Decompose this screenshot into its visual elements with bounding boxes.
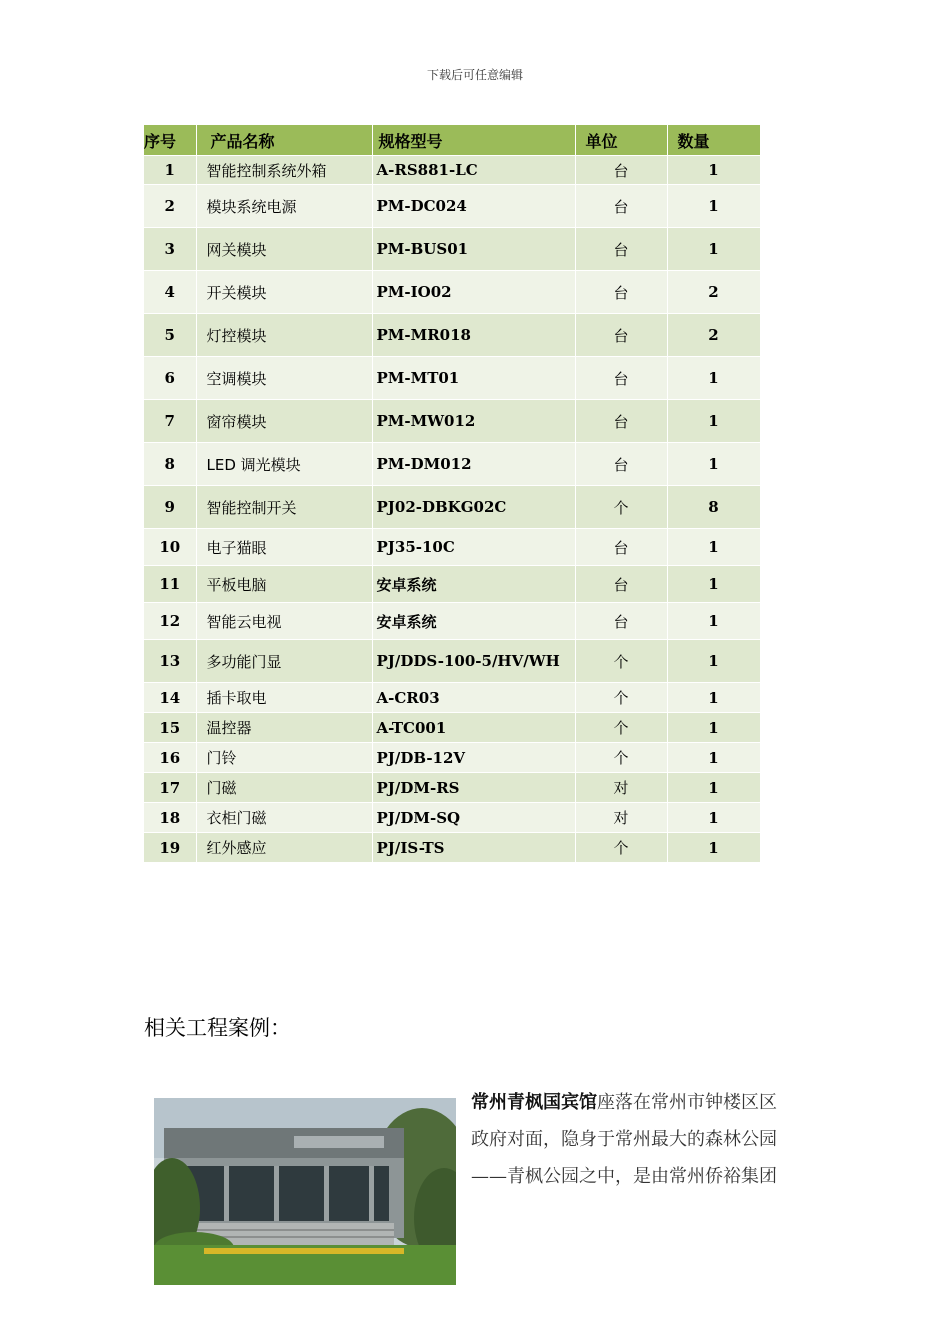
cell-name: 插卡取电 — [196, 683, 372, 713]
cell-model: PJ02-DBKG02C — [372, 486, 575, 529]
cell-qty: 1 — [667, 357, 760, 400]
cell-model: PM-MW012 — [372, 400, 575, 443]
case-line-3: ——青枫公园之中，是由常州侨裕集团 — [471, 1166, 777, 1187]
table-row — [144, 713, 760, 743]
cell-no: 9 — [144, 486, 196, 529]
cell-unit: 台 — [575, 185, 667, 228]
cell-no: 8 — [144, 443, 196, 486]
table-row — [144, 156, 760, 185]
cell-unit: 台 — [575, 314, 667, 357]
table-row — [144, 803, 760, 833]
cell-unit: 个 — [575, 713, 667, 743]
cell-name: 门铃 — [196, 743, 372, 773]
cell-model: PM-DC024 — [372, 185, 575, 228]
cell-unit: 台 — [575, 357, 667, 400]
cell-unit: 台 — [575, 529, 667, 566]
table-row — [144, 271, 760, 314]
cell-model: PM-BUS01 — [372, 228, 575, 271]
cell-no: 19 — [144, 833, 196, 863]
col-header-unit: 单位 — [575, 125, 667, 156]
col-header-qty: 数量 — [667, 125, 760, 156]
cell-unit: 个 — [575, 683, 667, 713]
cell-model: PJ/IS-TS — [372, 833, 575, 863]
cell-name: 衣柜门磁 — [196, 803, 372, 833]
page-watermark: 下载后可任意编辑 — [426, 68, 523, 82]
cell-qty: 1 — [667, 773, 760, 803]
cell-qty: 1 — [667, 603, 760, 640]
cell-qty: 8 — [667, 486, 760, 529]
cell-no: 7 — [144, 400, 196, 443]
cell-model: PM-DM012 — [372, 443, 575, 486]
table-row — [144, 185, 760, 228]
col-header-no: 序号 — [144, 125, 196, 156]
cell-unit: 台 — [575, 443, 667, 486]
cell-qty: 1 — [667, 640, 760, 683]
cell-unit: 个 — [575, 486, 667, 529]
table-row — [144, 228, 760, 271]
cell-no: 10 — [144, 529, 196, 566]
cell-qty: 1 — [667, 400, 760, 443]
cell-unit: 个 — [575, 743, 667, 773]
cell-name: 网关模块 — [196, 228, 372, 271]
cell-qty: 1 — [667, 683, 760, 713]
cell-qty: 2 — [667, 314, 760, 357]
cell-model: PJ/DB-12V — [372, 743, 575, 773]
cell-no: 6 — [144, 357, 196, 400]
cell-model: 安卓系统 — [372, 566, 575, 603]
cell-unit: 对 — [575, 773, 667, 803]
cell-name: 多功能门显 — [196, 640, 372, 683]
cell-qty: 1 — [667, 713, 760, 743]
cell-name: 智能控制开关 — [196, 486, 372, 529]
cell-no: 13 — [144, 640, 196, 683]
cell-name: 空调模块 — [196, 357, 372, 400]
table-row — [144, 529, 760, 566]
cell-unit: 台 — [575, 228, 667, 271]
cell-model: PJ/DDS-100-5/HV/WH — [372, 640, 575, 683]
table-row — [144, 400, 760, 443]
cell-no: 17 — [144, 773, 196, 803]
table-row — [144, 833, 760, 863]
cell-qty: 2 — [667, 271, 760, 314]
cell-name: 门磁 — [196, 773, 372, 803]
cell-qty: 1 — [667, 743, 760, 773]
cell-model: PJ/DM-RS — [372, 773, 575, 803]
cell-name: LED 调光模块 — [196, 443, 372, 486]
cell-qty: 1 — [667, 803, 760, 833]
cell-no: 18 — [144, 803, 196, 833]
cell-model: 安卓系统 — [372, 603, 575, 640]
table-header-row — [144, 125, 760, 156]
case-line-2: 政府对面，隐身于常州最大的森林公园 — [471, 1129, 777, 1150]
cell-model: PJ/DM-SQ — [372, 803, 575, 833]
table-row — [144, 603, 760, 640]
cell-name: 开关模块 — [196, 271, 372, 314]
hotel-name: 常州青枫国宾馆 — [471, 1092, 597, 1113]
cell-no: 4 — [144, 271, 196, 314]
cell-unit: 对 — [575, 803, 667, 833]
cell-qty: 1 — [667, 833, 760, 863]
cell-unit: 台 — [575, 400, 667, 443]
product-spec-table — [144, 125, 761, 863]
cell-no: 11 — [144, 566, 196, 603]
cell-no: 5 — [144, 314, 196, 357]
cell-unit: 个 — [575, 640, 667, 683]
table-row — [144, 640, 760, 683]
cell-no: 16 — [144, 743, 196, 773]
cell-qty: 1 — [667, 529, 760, 566]
cell-no: 12 — [144, 603, 196, 640]
cell-qty: 1 — [667, 228, 760, 271]
table-row — [144, 743, 760, 773]
cell-no: 15 — [144, 713, 196, 743]
cell-qty: 1 — [667, 185, 760, 228]
cell-unit: 台 — [575, 271, 667, 314]
cell-unit: 台 — [575, 156, 667, 185]
cell-model: A-CR03 — [372, 683, 575, 713]
table-body — [144, 156, 760, 863]
cell-model: PM-IO02 — [372, 271, 575, 314]
col-header-model: 规格型号 — [372, 125, 575, 156]
case-description — [471, 1084, 811, 1195]
cell-unit: 台 — [575, 603, 667, 640]
cell-no: 1 — [144, 156, 196, 185]
cell-qty: 1 — [667, 443, 760, 486]
cell-model: PM-MT01 — [372, 357, 575, 400]
cell-name: 温控器 — [196, 713, 372, 743]
cell-unit: 台 — [575, 566, 667, 603]
cell-no: 3 — [144, 228, 196, 271]
col-header-name: 产品名称 — [196, 125, 372, 156]
cell-model: PM-MR018 — [372, 314, 575, 357]
table-row — [144, 566, 760, 603]
cell-no: 14 — [144, 683, 196, 713]
cell-name: 平板电脑 — [196, 566, 372, 603]
cell-name: 智能云电视 — [196, 603, 372, 640]
cell-model: A-TC001 — [372, 713, 575, 743]
table-row — [144, 443, 760, 486]
table-row — [144, 773, 760, 803]
cell-qty: 1 — [667, 566, 760, 603]
cell-name: 电子猫眼 — [196, 529, 372, 566]
cell-model: PJ35-10C — [372, 529, 575, 566]
hotel-photo — [154, 1098, 456, 1285]
cell-name: 红外感应 — [196, 833, 372, 863]
cell-name: 模块系统电源 — [196, 185, 372, 228]
table-row — [144, 314, 760, 357]
related-cases-title: 相关工程案例： — [144, 1016, 291, 1040]
table-row — [144, 357, 760, 400]
cell-unit: 个 — [575, 833, 667, 863]
cell-model: A-RS881-LC — [372, 156, 575, 185]
case-line-1 — [471, 1084, 811, 1121]
case-line-1-text: 座落在常州市钟楼区区 — [597, 1092, 777, 1113]
cell-name: 智能控制系统外箱 — [196, 156, 372, 185]
cell-qty: 1 — [667, 156, 760, 185]
table-row — [144, 486, 760, 529]
cell-name: 窗帘模块 — [196, 400, 372, 443]
table-row — [144, 683, 760, 713]
cell-name: 灯控模块 — [196, 314, 372, 357]
cell-no: 2 — [144, 185, 196, 228]
